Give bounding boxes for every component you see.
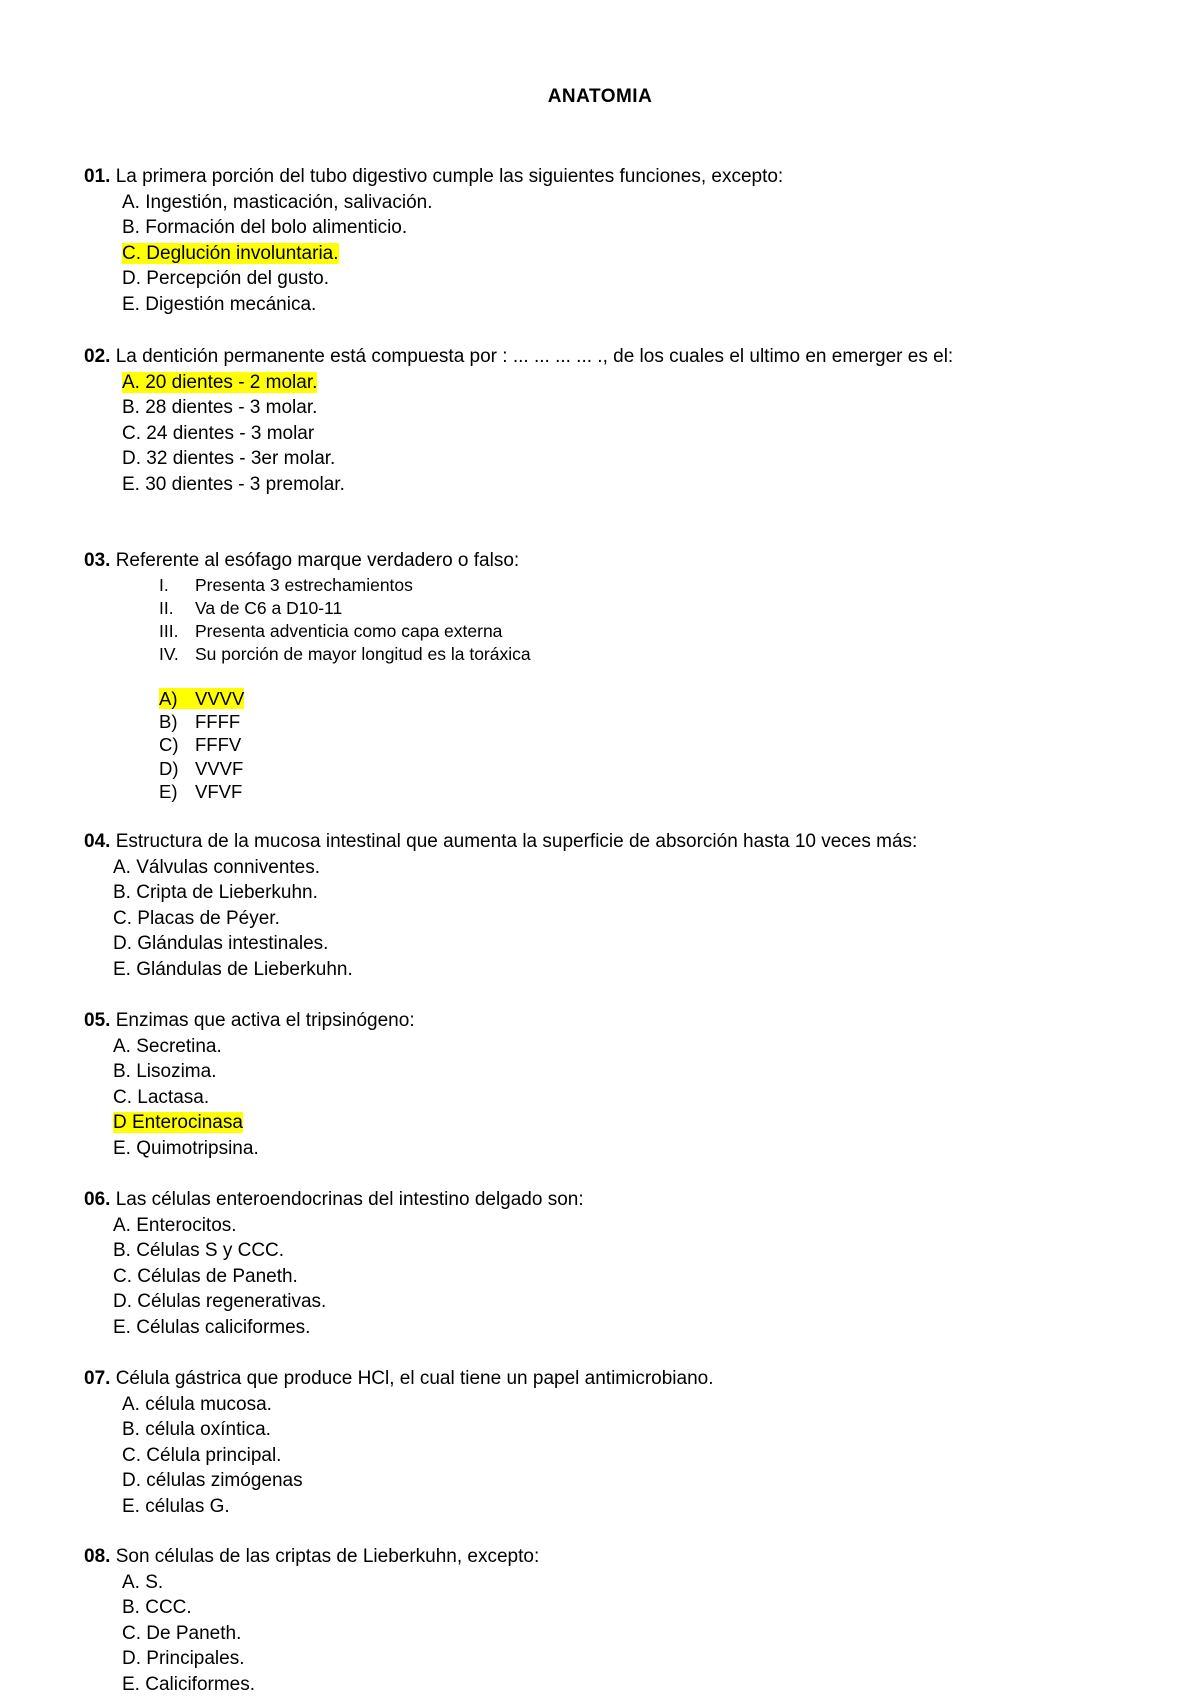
question-text: La dentición permanente está compuesta por : ... ... ... ... ., de los cuales el ultimo en emerger es el: xyxy=(116,346,954,367)
option: C. Célula principal. xyxy=(122,1443,714,1469)
question-stem xyxy=(84,344,953,370)
option-list xyxy=(84,1570,539,1697)
question-text: Estructura de la mucosa intestinal que aumenta la superficie de absorción hasta 10 veces más: xyxy=(116,831,918,852)
option: E) VFVF xyxy=(159,780,531,803)
option: B) FFFF xyxy=(159,710,531,733)
question-number: 03. xyxy=(84,550,110,571)
question-number: 04. xyxy=(84,831,110,852)
question-number: 01. xyxy=(84,166,110,187)
option: B. Células S y CCC. xyxy=(113,1238,584,1264)
option: E. Caliciformes. xyxy=(122,1672,539,1697)
option: A. célula mucosa. xyxy=(122,1392,714,1418)
option: B. célula oxíntica. xyxy=(122,1417,714,1443)
question-number: 02. xyxy=(84,346,110,367)
question-number: 05. xyxy=(84,1010,110,1031)
question-6 xyxy=(84,1187,584,1340)
option: D. células zimógenas xyxy=(122,1468,714,1494)
option: C. 24 dientes - 3 molar xyxy=(122,421,953,447)
option: B. 28 dientes - 3 molar. xyxy=(122,395,953,421)
question-stem xyxy=(84,548,531,574)
option: A. Ingestión, masticación, salivación. xyxy=(122,190,783,216)
option: D. Glándulas intestinales. xyxy=(113,931,917,957)
question-3 xyxy=(84,548,531,804)
option-highlighted: D Enterocinasa xyxy=(113,1110,415,1136)
option: C. Células de Paneth. xyxy=(113,1264,584,1290)
question-5 xyxy=(84,1008,415,1161)
option: D) VVVF xyxy=(159,757,531,780)
option: E. Digestión mecánica. xyxy=(122,292,783,318)
option: E. 30 dientes - 3 premolar. xyxy=(122,472,953,498)
option: C. De Paneth. xyxy=(122,1621,539,1647)
option-list xyxy=(84,687,531,804)
option-list xyxy=(84,1213,584,1341)
statement: I. Presenta 3 estrechamientos xyxy=(159,574,531,597)
option: E. células G. xyxy=(122,1494,714,1520)
option-list xyxy=(84,855,917,983)
option: A. Válvulas conniventes. xyxy=(113,855,917,881)
question-number: 08. xyxy=(84,1546,110,1567)
question-text: Son células de las criptas de Lieberkuhn, excepto: xyxy=(116,1546,540,1567)
question-text: Enzimas que activa el tripsinógeno: xyxy=(116,1010,415,1031)
option: D. 32 dientes - 3er molar. xyxy=(122,446,953,472)
option-list xyxy=(84,1034,415,1162)
question-2 xyxy=(84,344,953,497)
question-stem xyxy=(84,164,783,190)
option: A. Enterocitos. xyxy=(113,1213,584,1239)
option: D. Percepción del gusto. xyxy=(122,266,783,292)
option: D. Principales. xyxy=(122,1646,539,1672)
question-text: La primera porción del tubo digestivo cumple las siguientes funciones, excepto: xyxy=(116,166,784,187)
question-stem xyxy=(84,829,917,855)
option: C. Lactasa. xyxy=(113,1085,415,1111)
option: B. Formación del bolo alimenticio. xyxy=(122,215,783,241)
question-8 xyxy=(84,1544,539,1697)
question-stem xyxy=(84,1366,714,1392)
statement-list xyxy=(84,574,531,666)
statement: IV. Su porción de mayor longitud es la toráxica xyxy=(159,643,531,666)
option-highlighted: C. Deglución involuntaria. xyxy=(122,241,783,267)
question-stem xyxy=(84,1008,415,1034)
option: E. Glándulas de Lieberkuhn. xyxy=(113,957,917,983)
option: A. S. xyxy=(122,1570,539,1596)
statement: III. Presenta adventicia como capa externa xyxy=(159,620,531,643)
question-7 xyxy=(84,1366,714,1519)
question-4 xyxy=(84,829,917,982)
question-text: Célula gástrica que produce HCl, el cual tiene un papel antimicrobiano. xyxy=(116,1368,714,1389)
page-title: ANATOMIA xyxy=(0,86,1200,108)
option: E. Quimotripsina. xyxy=(113,1136,415,1162)
question-number: 06. xyxy=(84,1189,110,1210)
option-list xyxy=(84,1392,714,1520)
option-list xyxy=(84,190,783,318)
option: C) FFFV xyxy=(159,733,531,756)
option-highlighted: A) VVVV xyxy=(159,687,531,710)
question-text: Las células enteroendocrinas del intestino delgado son: xyxy=(116,1189,584,1210)
option: B. Lisozima. xyxy=(113,1059,415,1085)
option-list xyxy=(84,370,953,498)
option: B. Cripta de Lieberkuhn. xyxy=(113,880,917,906)
option: A. Secretina. xyxy=(113,1034,415,1060)
question-text: Referente al esófago marque verdadero o falso: xyxy=(110,550,519,571)
option: B. CCC. xyxy=(122,1595,539,1621)
question-1 xyxy=(84,164,783,317)
question-stem xyxy=(84,1544,539,1570)
statement: II. Va de C6 a D10-11 xyxy=(159,597,531,620)
option: E. Células caliciformes. xyxy=(113,1315,584,1341)
option: D. Células regenerativas. xyxy=(113,1289,584,1315)
option-highlighted: A. 20 dientes - 2 molar. xyxy=(122,370,953,396)
option: C. Placas de Péyer. xyxy=(113,906,917,932)
question-number: 07. xyxy=(84,1368,110,1389)
question-stem xyxy=(84,1187,584,1213)
